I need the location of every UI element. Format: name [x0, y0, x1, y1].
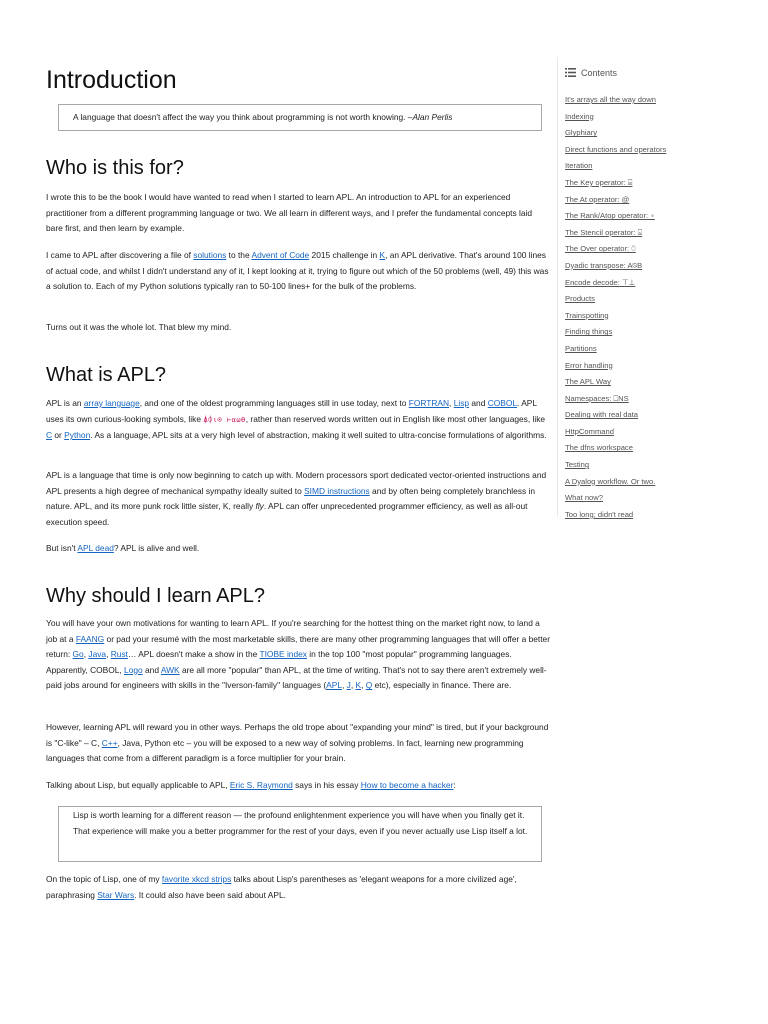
list-icon	[565, 68, 576, 79]
link-advent-of-code[interactable]: Advent of Code	[251, 250, 310, 260]
toc-item[interactable]: HttpCommand	[565, 426, 614, 436]
what-paragraph-1: APL is an array language, and one of the oldest programming languages still in use today, next to FORTRAN, Lisp and COBOL. APL uses its own curious-looking symbols, like ⍋⌽⍳⍟ ⊢⍺⍵⍬, rather than reserved words written out in English like most other languages, like C or Python. As a language, APL sits at a very high level of abstraction, making it well suited to ultra-concise formulations of algorithms.	[46, 398, 547, 441]
link-array-language[interactable]: array language	[83, 398, 140, 408]
link-star-wars[interactable]: Star Wars	[97, 889, 135, 900]
epigraph-quote	[58, 104, 542, 131]
who-paragraph-1: I wrote this to be the book I would have wanted to read when I started to learn APL. An introduction to APL for an experienced practitioner from a different programming language or two. We all learn in different ways, and I prefer the fundamental concepts laid bare first, and then learn by example.	[46, 192, 533, 234]
link-logo[interactable]: Logo	[124, 664, 143, 675]
toc-item[interactable]: Too long; didn't read	[565, 509, 634, 519]
link-j[interactable]: J	[346, 680, 351, 691]
what-paragraph-3: But isn't APL dead? APL is alive and well.	[46, 543, 200, 553]
toc-item[interactable]: Finding things	[565, 327, 613, 337]
toc-item[interactable]: The dfns workspace	[565, 443, 633, 453]
link-cobol[interactable]: COBOL	[487, 398, 518, 408]
toc-item[interactable]: Trainspotting	[565, 310, 609, 320]
link-solutions[interactable]: solutions	[193, 250, 227, 260]
link-apl[interactable]: APL	[326, 680, 342, 691]
lisp-quote-text: Lisp is worth learning for a different reason — the profound enlightenment experience you will have when you finally get it. That experience will make you a better programmer for the rest of your days, even if you never actually use Lisp itself a lot.	[73, 810, 528, 836]
link-python[interactable]: Python	[64, 430, 91, 441]
page-title: Introduction	[46, 66, 177, 94]
toc-item[interactable]: Direct functions and operators	[565, 144, 667, 154]
toc-item[interactable]: Indexing	[565, 111, 594, 121]
toc-item[interactable]: The APL Way	[565, 377, 611, 387]
why-paragraph-3: Talking about Lisp, but equally applicable to APL, Eric S. Raymond says in his essay How to become a hacker:	[46, 780, 456, 790]
toc-item[interactable]: It's arrays all the way down	[565, 95, 656, 104]
link-eric-raymond[interactable]: Eric S. Raymond	[229, 780, 293, 790]
heading-who: Who is this for?	[46, 157, 184, 179]
lisp-quote	[58, 806, 542, 862]
toc-item[interactable]: Products	[565, 294, 595, 304]
link-apl-dead[interactable]: APL dead	[77, 543, 114, 553]
link-awk[interactable]: AWK	[160, 664, 180, 675]
epigraph-author: Alan Perlis	[412, 112, 453, 122]
who-paragraph-2: I came to APL after discovering a file of solutions to the Advent of Code 2015 challenge in K, an APL derivative. That's around 100 lines of actual code, and whilst I didn't understand any of it, I kept looking at it, trying to figure out which of the 50 problems (well, 49) this was a solution to. Each of my Python solutions typically ran to 50-100 lines+ for the bulk of the problems.	[46, 250, 549, 292]
toc-list	[565, 92, 765, 523]
toc-item[interactable]: The Stencil operator: ⌺	[565, 227, 643, 237]
epigraph-text: A language that doesn't affect the way you think about programming is not worth knowing. –	[73, 112, 413, 122]
link-k[interactable]: K	[379, 250, 386, 260]
toc-item[interactable]: Partitions	[565, 343, 597, 353]
apl-symbols: ⍋⌽⍳⍟ ⊢⍺⍵⍬	[203, 415, 246, 424]
toc-item[interactable]: Dyadic transpose: A⍉B	[565, 260, 643, 270]
link-k-lang[interactable]: K	[355, 680, 362, 691]
toc-item[interactable]: Testing	[565, 460, 590, 470]
toc-item[interactable]: The At operator: @	[565, 194, 630, 204]
toc-item[interactable]: Error handling	[565, 360, 613, 370]
table-of-contents	[565, 66, 765, 523]
toc-item[interactable]: Iteration	[565, 161, 593, 171]
toc-item[interactable]: What now?	[565, 493, 603, 503]
toc-item[interactable]: A Dyalog workflow. Or two.	[565, 476, 656, 486]
link-fortran[interactable]: FORTRAN	[408, 398, 450, 408]
toc-item[interactable]: Namespaces: ⎕NS	[565, 393, 629, 403]
why-paragraph-4: On the topic of Lisp, one of my favorite xkcd strips talks about Lisp's parentheses as 'elegant weapons for a more civilized age', paraphrasing Star Wars. It could also have been said about APL.	[46, 874, 517, 900]
toc-title: Contents	[581, 68, 618, 78]
link-lisp[interactable]: Lisp	[453, 398, 470, 408]
link-xkcd[interactable]: favorite xkcd strips	[161, 874, 232, 884]
toc-item[interactable]: Dealing with real data	[565, 410, 639, 420]
link-rust[interactable]: Rust	[110, 649, 128, 660]
toc-item[interactable]: Glyphiary	[565, 128, 598, 138]
link-how-to-become-a-hacker[interactable]: How to become a hacker	[360, 780, 454, 790]
link-java[interactable]: Java	[88, 649, 107, 660]
link-cpp[interactable]: C++	[101, 737, 118, 748]
toc-header	[565, 66, 765, 80]
who-paragraph-3: Turns out it was the whole lot. That blew my mind.	[46, 322, 232, 332]
link-tiobe-index[interactable]: TIOBE index	[259, 649, 307, 660]
toc-item[interactable]: The Over operator: ⍥	[565, 244, 636, 254]
toc-item[interactable]: Encode decode: ⊤⊥	[565, 277, 636, 287]
toc-item[interactable]: The Key operator: ⌸	[565, 177, 633, 187]
heading-why: Why should I learn APL?	[46, 585, 266, 607]
why-paragraph-2: However, learning APL will reward you in other ways. Perhaps the old trope about "expanding your mind" is tired, but if your background is "C-like" – C, C++, Java, Python etc – you will be exposed to a new way of solving problems. In fact, learning new programming languages that come from a different paradigm is a force multiplier for your brain.	[46, 722, 549, 764]
what-paragraph-2: APL is a language that time is only now beginning to catch up with. Modern processors sport dedicated vector-oriented instructions and APL presents a high degree of mechanical sympathy ideally suited to SIMD instructions and by often being completely branchless in nature. APL, and its more punk rock little sister, K, really fly. APL can offer unprecedented programmer efficiency, as well as all-out execution speed.	[46, 470, 547, 527]
fly-emphasis: fly	[255, 501, 264, 512]
link-go[interactable]: Go	[72, 649, 84, 660]
heading-what: What is APL?	[46, 364, 167, 386]
sidebar-divider	[557, 57, 558, 517]
link-faang[interactable]: FAANG	[75, 633, 105, 644]
link-c[interactable]: C	[46, 430, 53, 441]
toc-item[interactable]: The Rank/Atop operator: ⍤	[565, 211, 655, 221]
link-simd-instructions[interactable]: SIMD instructions	[304, 485, 370, 496]
why-paragraph-1: You will have your own motivations for wanting to learn APL. If you're searching for the hottest thing on the market right now, to land a job at a FAANG or pad your resumé with the most marketable skills, there are many other programming languages that will offer a better return: Go, Java, Rust… APL doesn't make a show in the TIOBE index in the top 100 "most popular" programming languages. Apparently, COBOL, Logo and AWK are all more "popular" than APL, at the time of writing. That's not to say there aren't extremely well-paid jobs around for engineers with skills in the "Iverson-family" languages (APL, J, K, Q etc), especially in finance. There are.	[46, 618, 550, 691]
link-q[interactable]: Q	[365, 680, 373, 691]
